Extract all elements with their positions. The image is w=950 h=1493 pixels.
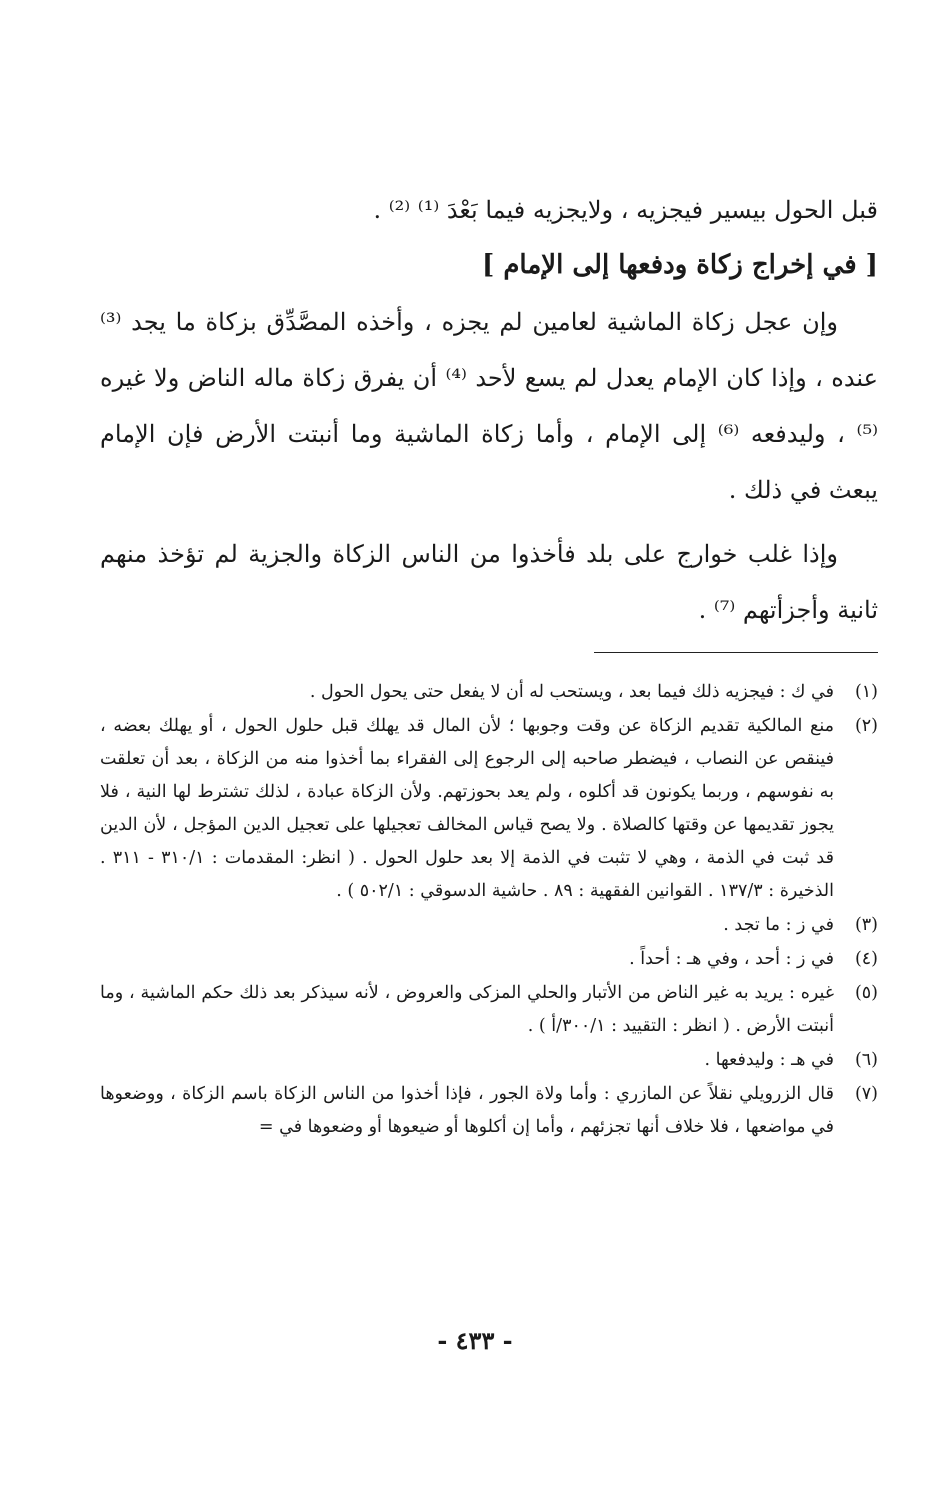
footnote-item (100, 1044, 878, 1077)
footnote-text: في ك : فيجزيه ذلك فيما بعد ، ويستحب له أن لا يفعل حتى يحول الحول . (309, 682, 834, 702)
footnote-number: (٣) (854, 915, 878, 935)
footnote-text: في ز : ما تجد . (723, 915, 834, 935)
page-number: - ٤٣٣ - (437, 1326, 513, 1355)
main-text (100, 182, 878, 638)
footnote-text: في ز : أحد ، وفي هـ : أحداً . (629, 949, 834, 969)
footnote-item (100, 710, 878, 908)
footnote-text: في هـ : وليدفعها . (704, 1050, 834, 1070)
footnote-text: منع المالكية تقديم الزكاة عن وقت وجوبها ؛ لأن المال قد يهلك قبل حلول الحول ، أو يهلك بعضه ، فينقص عن النصاب ، فيضطر صاحبه إلى الرجوع إلى الفقراء بما أخذوا منه من الزكاة ، بعد أن تعلقت به نفوسهم ، وربما يكونون قد أكلوه ، ولم يعد بحوزتهم. ولأن الزكاة عبادة ، لذلك تشترط لها النية ، فلا يجوز تقديمها عن وقتها كالصلاة . ولا يصح قياس المخالف تعجيلها على تعجيل الدين المؤجل ، لأن الدين قد ثبت في الذمة ، وهي لا تثبت في الذمة إلا بعد حلول الحول . ( انظر: المقدمات : ٣١٠/١ - ٣١١ . الذخيرة : ١٣٧/٣ . القوانين الفقهية : ٨٩ . حاشية الدسوقي : ٥٠٢/١ ) . (100, 716, 834, 901)
footnote-text: قال الزرويلي نقلاً عن المازري : وأما ولاة الجور ، فإذا أخذوا من الناس الزكاة باسم الزكاة ، ووضعوها في مواضعها ، فلا خلاف أنها تجزئهم ، وأما إن أكلوها أو ضيعوها أو وضعوها في = (100, 1084, 834, 1137)
footnote-item (100, 943, 878, 976)
footnote-number: (٦) (854, 1050, 878, 1070)
footnote-item (100, 1078, 878, 1144)
footnote-number: (٧) (854, 1084, 878, 1104)
footnote-divider (594, 652, 878, 653)
section-heading: [ في إخراج زكاة ودفعها إلى الإمام ] (481, 250, 878, 280)
footnote-item (100, 676, 878, 709)
footnote-number: (٤) (854, 949, 878, 969)
footnote-number: (٥) (854, 983, 878, 1003)
footnote-item (100, 909, 878, 942)
paragraph-1: وإن عجل زكاة الماشية لعامين لم يجزه ، وأخذه المصَّدِّق بزكاة ما يجد ⁽³⁾ عنده ، وإذا كان الإمام يعدل لم يسع لأحد ⁽⁴⁾ أن يفرق زكاة ماله الناض ولا غيره ⁽⁵⁾ ، وليدفعه ⁽⁶⁾ إلى الإمام ، وأما زكاة الماشية وما أنبتت الأرض فإن الإمام يبعث في ذلك . (100, 308, 878, 504)
continuation-line: قبل الحول بيسير فيجزيه ، ولايجزيه فيما بَعْدَ ⁽¹⁾ ⁽²⁾ . (373, 196, 878, 224)
footnote-item (100, 977, 878, 1043)
footnote-number: (٢) (854, 716, 878, 736)
footnote-text: غيره : يريد به غير الناض من الأتبار والحلي المزكى والعروض ، لأنه سيذكر بعد ذلك حكم الماشية ، وما أنبتت الأرض . ( انظر : التقييد : ٣٠٠/١/أ ) . (100, 983, 834, 1036)
footnotes (100, 676, 878, 1145)
footnote-number: (١) (854, 682, 878, 702)
paragraph-2: وإذا غلب خوارج على بلد فأخذوا من الناس الزكاة والجزية لم تؤخذ منهم ثانية وأجزأتهم ⁽⁷⁾ . (100, 540, 878, 624)
